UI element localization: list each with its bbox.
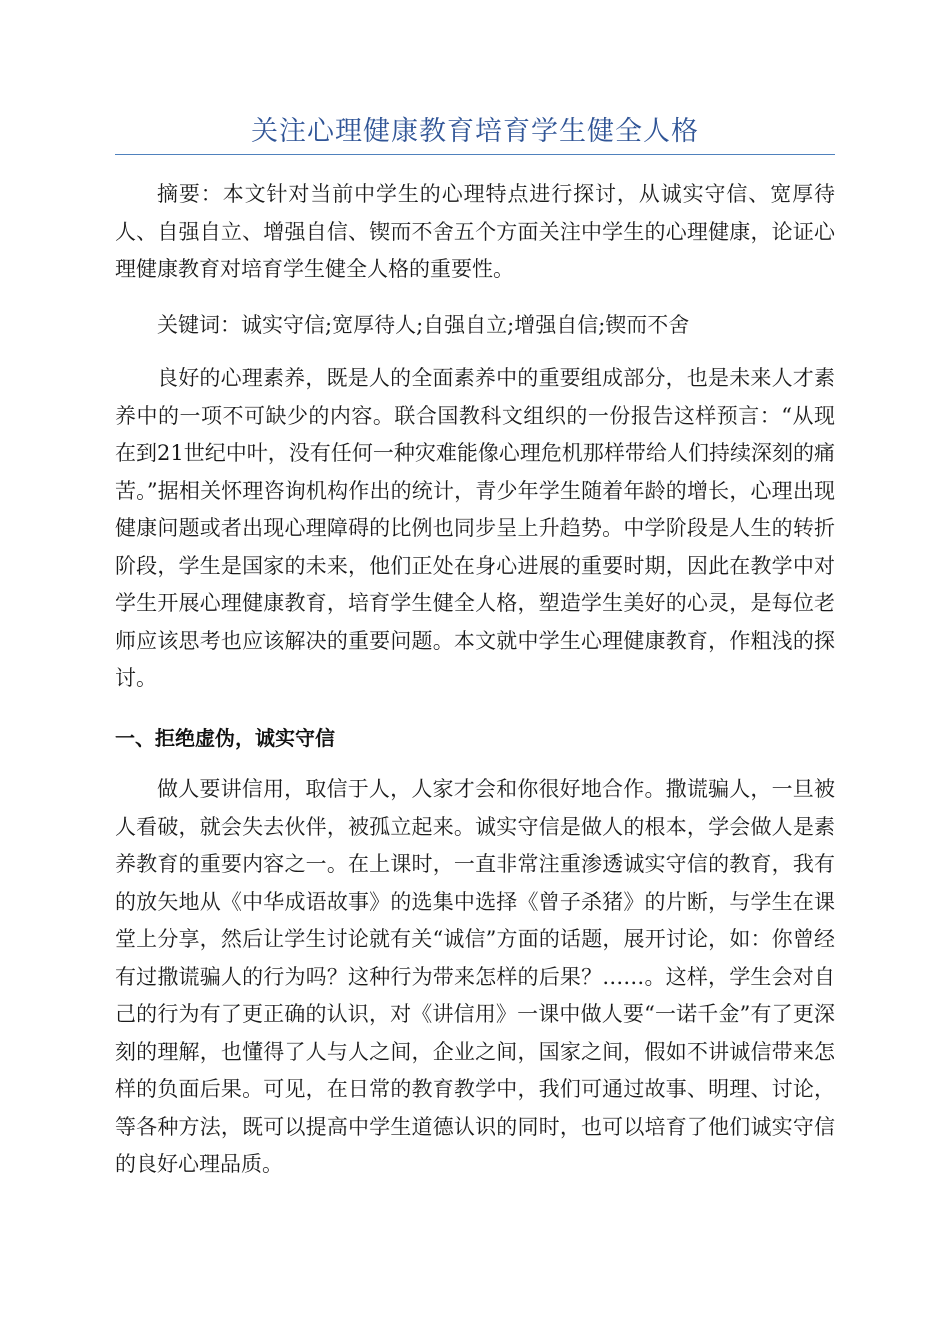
abstract-paragraph: 摘要：本文针对当前中学生的心理特点进行探讨，从诚实守信、宽厚待人、自强自立、增强自信、锲而不舍五个方面关注中学生的心理健康，论证心理健康教育对培育学生健全人格的重要性。 [115, 182, 835, 281]
section-heading-1: 一、拒绝虚伪，诚实守信 [115, 726, 335, 750]
intro-paragraph: 良好的心理素养，既是人的全面素养中的重要组成部分，也是未来人才素养中的一项不可缺少的内容。联合国教科文组织的一份报告这样预言：“从现在到21世纪中叶，没有任何一种灾难能像心理危机那样带给人们持续深刻的痛苦。”据相关怀理咨询机构作出的统计，青少年学生随着年龄的增长，心理出现健康问题或者出现心理障碍的比例也同步呈上升趋势。中学阶段是人生的转折阶段，学生是国家的未来，他们正处在身心进展的重要时期，因此在教学中对学生开展心理健康教育，培育学生健全人格，塑造学生美好的心灵，是每位老师应该思考也应该解决的重要问题。本文就中学生心理健康教育，作粗浅的探讨。 [115, 366, 835, 690]
keywords-line: 关键词：诚实守信;宽厚待人;自强自立;增强自信;锲而不舍 [157, 313, 690, 337]
section-1-paragraph: 做人要讲信用，取信于人，人家才会和你很好地合作。撒谎骗人，一旦被人看破，就会失去伙伴，被孤立起来。诚实守信是做人的根本，学会做人是素养教育的重要内容之一。在上课时，一直非常注重渗透诚实守信的教育，我有的放矢地从《中华成语故事》的选集中选择《曾子杀猪》的片断，与学生在课堂上分享，然后让学生讨论就有关“诚信”方面的话题，展开讨论，如：你曾经有过撒谎骗人的行为吗？这种行为带来怎样的后果？……。这样，学生会对自己的行为有了更正确的认识，对《讲信用》一课中做人要“一诺千金”有了更深刻的理解，也懂得了人与人之间，企业之间，国家之间，假如不讲诚信带来怎样的负面后果。可见，在日常的教育教学中，我们可通过故事、明理、讨论，等各种方法，既可以提高中学生道德认识的同时，也可以培育了他们诚实守信的良好心理品质。 [115, 777, 835, 1176]
document-title: 关注心理健康教育培育学生健全人格 [251, 116, 699, 147]
title-underline [115, 154, 835, 155]
